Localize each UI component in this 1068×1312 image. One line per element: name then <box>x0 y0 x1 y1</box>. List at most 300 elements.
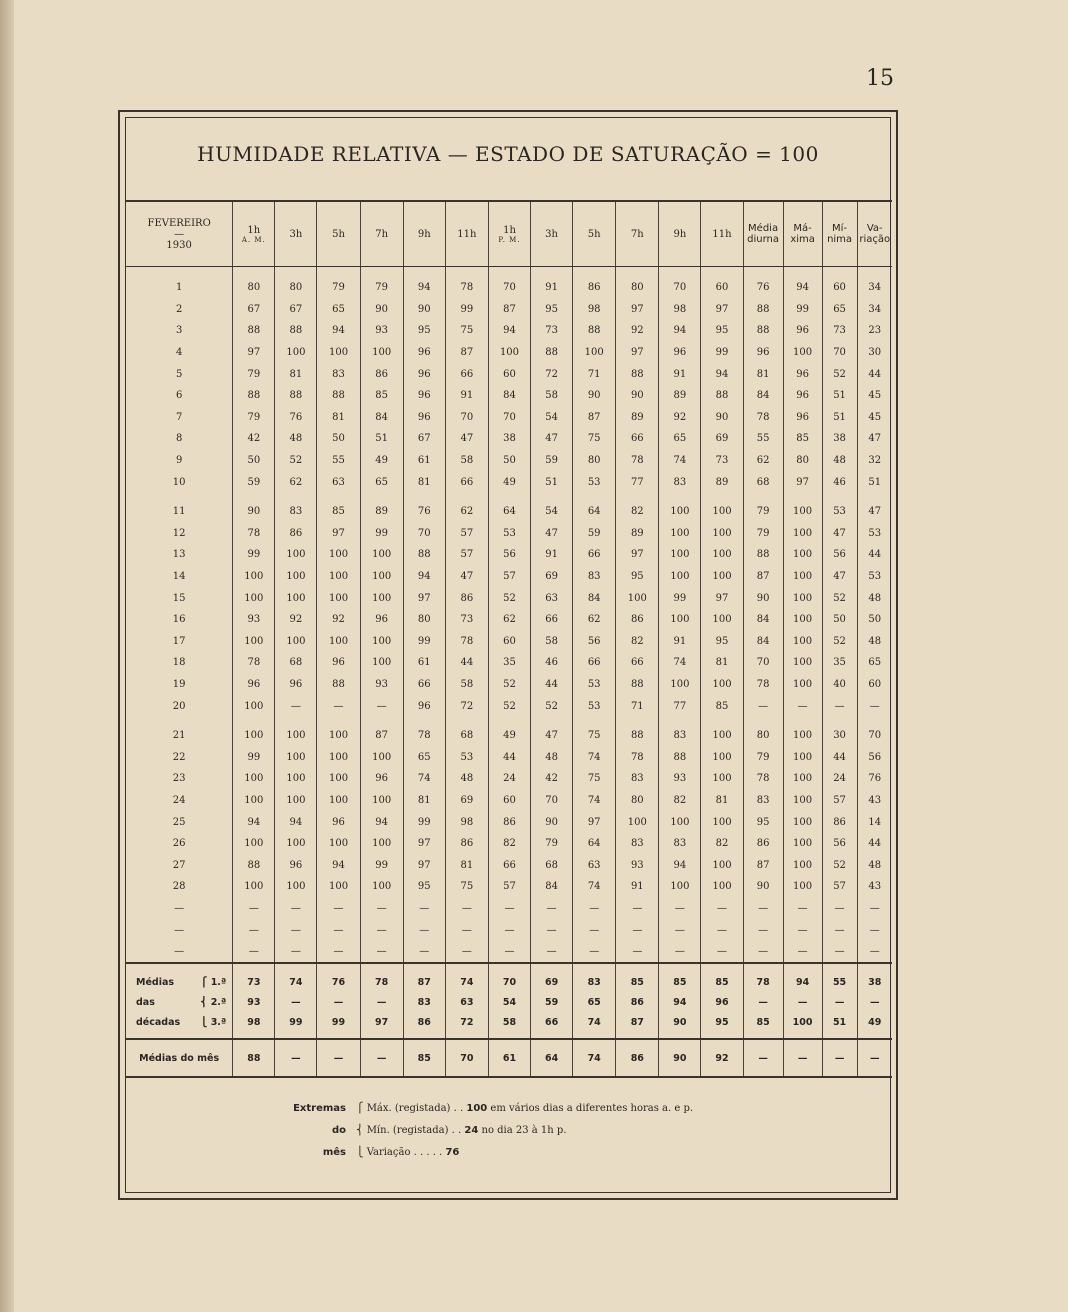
table-cell: 57 <box>488 566 530 588</box>
table-cell: 50 <box>317 428 360 450</box>
table-cell: 57 <box>488 876 530 898</box>
table-cell: — <box>783 898 822 920</box>
day-number: 6 <box>175 390 183 402</box>
table-cell: 49 <box>488 717 530 747</box>
table-cell: 96 <box>403 385 445 407</box>
table-cell: 97 <box>573 811 616 833</box>
day-number: 26 <box>172 838 186 850</box>
extremes-name: Máx. (registada) . . <box>366 1103 467 1114</box>
table-cell: 88 <box>573 320 616 342</box>
table-cell: 97 <box>403 854 445 876</box>
table-cell: 57 <box>822 790 857 812</box>
table-cell: 50 <box>488 450 530 472</box>
table-cell: 86 <box>445 587 488 609</box>
table-row <box>126 566 892 588</box>
table-cell: 100 <box>701 746 743 768</box>
table-cell: 84 <box>360 407 403 429</box>
table-cell: 100 <box>659 544 701 566</box>
table-cell: — <box>360 695 403 717</box>
table-cell: 73 <box>445 609 488 631</box>
table-cell: 75 <box>445 876 488 898</box>
extremes-row <box>356 1147 459 1158</box>
table-cell: 90 <box>701 407 743 429</box>
month-average-row <box>126 1039 892 1077</box>
table-cell: 70 <box>857 717 892 747</box>
table-cell: 100 <box>317 631 360 653</box>
table-cell: 57 <box>822 876 857 898</box>
table-cell: 90 <box>743 876 783 898</box>
table-cell: 81 <box>445 854 488 876</box>
table-cell: 58 <box>445 674 488 696</box>
average-cell: 87 <box>616 1012 659 1039</box>
table-cell: 96 <box>317 811 360 833</box>
table-cell: 100 <box>360 544 403 566</box>
table-cell: 98 <box>573 299 616 321</box>
table-cell: 75 <box>573 768 616 790</box>
table-cell: 48 <box>275 428 317 450</box>
table-cell: — <box>857 695 892 717</box>
table-row <box>126 768 892 790</box>
table-row <box>126 746 892 768</box>
table-cell: 70 <box>403 523 445 545</box>
table-cell: 93 <box>616 854 659 876</box>
table-cell: 52 <box>275 450 317 472</box>
table-cell: 94 <box>403 267 445 299</box>
hour-header <box>403 201 445 267</box>
table-cell: 100 <box>659 609 701 631</box>
table-cell: 48 <box>857 854 892 876</box>
table-cell: 100 <box>701 674 743 696</box>
table-cell: 100 <box>783 652 822 674</box>
media-diurna-header-line: Média <box>748 223 779 234</box>
table-cell: 51 <box>822 385 857 407</box>
extremes-value: 24 <box>464 1125 479 1136</box>
table-cell: 48 <box>531 746 573 768</box>
hour-label: 11h <box>712 228 732 240</box>
table-cell: 44 <box>857 363 892 385</box>
table-cell: 65 <box>857 652 892 674</box>
table-cell: — <box>822 919 857 941</box>
table-cell: 82 <box>701 833 743 855</box>
table-cell: 44 <box>488 746 530 768</box>
table-cell: 82 <box>616 631 659 653</box>
table-cell: 78 <box>445 267 488 299</box>
table-cell: 100 <box>360 342 403 364</box>
table-cell: 61 <box>403 450 445 472</box>
day-number: 21 <box>172 730 186 742</box>
decade-ordinal: ⎨ 2.ª <box>200 996 227 1008</box>
table-cell: 86 <box>743 833 783 855</box>
table-cell: 85 <box>360 385 403 407</box>
table-cell: — <box>403 898 445 920</box>
average-cell: 73 <box>233 963 275 992</box>
table-cell: 75 <box>573 717 616 747</box>
table-cell: 66 <box>573 652 616 674</box>
average-label-wrap <box>126 997 232 1008</box>
table-cell: 83 <box>743 790 783 812</box>
day-number: 22 <box>172 751 186 763</box>
table-cell: — <box>743 898 783 920</box>
table-cell: 73 <box>701 450 743 472</box>
table-cell: 100 <box>360 631 403 653</box>
table-cell: 53 <box>488 523 530 545</box>
table-row <box>126 299 892 321</box>
average-cell: 90 <box>659 1012 701 1039</box>
table-cell: — <box>822 941 857 964</box>
hour-header <box>275 201 317 267</box>
minima-header-line: Mí- <box>832 223 848 234</box>
table-cell: 83 <box>659 471 701 493</box>
table-row <box>126 407 892 429</box>
table-cell: 90 <box>573 385 616 407</box>
average-cell: 65 <box>573 992 616 1012</box>
month-average-cell: 88 <box>233 1039 275 1077</box>
extremes-row <box>356 1125 567 1136</box>
table-cell: — <box>445 919 488 941</box>
table-inner-frame <box>125 117 891 1193</box>
table-cell: 100 <box>275 833 317 855</box>
table-cell: 97 <box>403 587 445 609</box>
table-cell: 100 <box>275 544 317 566</box>
average-cell: — <box>275 992 317 1012</box>
table-cell: — <box>616 898 659 920</box>
average-cell: 49 <box>857 1012 892 1039</box>
table-cell: 90 <box>616 385 659 407</box>
table-cell: 68 <box>275 652 317 674</box>
average-cell: 72 <box>445 1012 488 1039</box>
table-cell: 83 <box>275 493 317 523</box>
average-cell: — <box>822 992 857 1012</box>
table-cell: 100 <box>783 631 822 653</box>
table-cell: — <box>488 919 530 941</box>
table-cell: 58 <box>445 450 488 472</box>
table-cell: — <box>822 695 857 717</box>
average-cell: 98 <box>233 1012 275 1039</box>
table-cell: 81 <box>743 363 783 385</box>
hour-header <box>488 201 530 267</box>
table-cell: 66 <box>616 652 659 674</box>
table-cell: 88 <box>616 717 659 747</box>
table-cell: 43 <box>857 876 892 898</box>
table-cell: 100 <box>233 768 275 790</box>
table-cell: 87 <box>445 342 488 364</box>
table-cell: 85 <box>317 493 360 523</box>
table-row <box>126 790 892 812</box>
table-cell: 95 <box>701 631 743 653</box>
month-average-cell: — <box>857 1039 892 1077</box>
table-cell: 48 <box>445 768 488 790</box>
table-cell: 100 <box>659 876 701 898</box>
table-cell: 99 <box>360 854 403 876</box>
table-cell: 88 <box>531 342 573 364</box>
table-cell: 100 <box>701 523 743 545</box>
table-cell: — <box>659 919 701 941</box>
table-cell: 64 <box>488 493 530 523</box>
table-cell: — <box>783 919 822 941</box>
table-cell: 80 <box>573 450 616 472</box>
table-cell: 76 <box>275 407 317 429</box>
table-cell: 59 <box>531 450 573 472</box>
table-cell: 100 <box>783 833 822 855</box>
table-cell: 82 <box>488 833 530 855</box>
table-cell: 67 <box>275 299 317 321</box>
table-cell: 99 <box>403 631 445 653</box>
table-cell: 76 <box>743 267 783 299</box>
table-cell: 69 <box>701 428 743 450</box>
table-cell: 54 <box>531 493 573 523</box>
media-diurna-header-line: diurna <box>747 234 780 245</box>
table-cell: 96 <box>317 652 360 674</box>
day-number: 15 <box>172 592 186 604</box>
table-cell: 78 <box>233 523 275 545</box>
table-cell: 80 <box>783 450 822 472</box>
day-number: — <box>174 902 185 914</box>
average-cell: 74 <box>445 963 488 992</box>
table-cell: 100 <box>701 493 743 523</box>
table-cell: 81 <box>403 790 445 812</box>
table-cell: — <box>233 898 275 920</box>
table-cell: 100 <box>233 717 275 747</box>
table-cell: 52 <box>822 631 857 653</box>
table-cell: 100 <box>659 493 701 523</box>
table-cell: 90 <box>531 811 573 833</box>
table-cell: 55 <box>743 428 783 450</box>
average-label-word: décadas <box>136 1016 181 1028</box>
table-cell: 63 <box>531 587 573 609</box>
table-cell: 62 <box>573 609 616 631</box>
table-cell: 79 <box>360 267 403 299</box>
average-cell: 99 <box>317 1012 360 1039</box>
hour-header <box>531 201 573 267</box>
table-cell: 51 <box>857 471 892 493</box>
table-cell: 96 <box>403 695 445 717</box>
table-cell: 83 <box>573 566 616 588</box>
table-cell: 83 <box>317 363 360 385</box>
table-cell: 50 <box>233 450 275 472</box>
table-cell: 52 <box>488 587 530 609</box>
month-average-cell: 86 <box>616 1039 659 1077</box>
table-cell: 84 <box>573 587 616 609</box>
table-cell: 100 <box>783 342 822 364</box>
table-cell: 53 <box>857 566 892 588</box>
table-cell: 100 <box>233 631 275 653</box>
table-cell: 100 <box>783 854 822 876</box>
table-cell: — <box>317 695 360 717</box>
page-number: 15 <box>866 66 894 91</box>
table-cell: 56 <box>822 833 857 855</box>
table-cell: 74 <box>659 652 701 674</box>
table-cell: 44 <box>857 544 892 566</box>
average-cell: 96 <box>701 992 743 1012</box>
table-cell: — <box>317 941 360 964</box>
table-cell: 97 <box>317 523 360 545</box>
table-cell: 94 <box>233 811 275 833</box>
table-cell: 96 <box>403 342 445 364</box>
day-number: 10 <box>172 476 186 488</box>
maxima-header-line: xima <box>790 234 815 245</box>
table-cell: 74 <box>573 876 616 898</box>
table-cell: 95 <box>743 811 783 833</box>
table-cell: 44 <box>445 652 488 674</box>
table-cell: 96 <box>403 363 445 385</box>
decade-averages <box>126 963 892 1039</box>
table-cell: 99 <box>360 523 403 545</box>
average-cell: 93 <box>233 992 275 1012</box>
hour-header <box>616 201 659 267</box>
month-average-cell: 61 <box>488 1039 530 1077</box>
table-cell: 50 <box>822 609 857 631</box>
table-cell: 47 <box>445 428 488 450</box>
table-cell: 100 <box>659 811 701 833</box>
table-cell: — <box>659 941 701 964</box>
table-cell: 70 <box>531 790 573 812</box>
table-cell: 100 <box>360 876 403 898</box>
table-cell: 48 <box>822 450 857 472</box>
month-average-cell: — <box>783 1039 822 1077</box>
table-cell: 87 <box>573 407 616 429</box>
hour-header <box>445 201 488 267</box>
table-cell: 24 <box>822 768 857 790</box>
average-label <box>126 992 233 1012</box>
table-cell: — <box>360 919 403 941</box>
extremes-name: Mín. (registada) . . <box>366 1125 465 1136</box>
average-cell: 83 <box>403 992 445 1012</box>
table-cell: 93 <box>360 674 403 696</box>
table-row <box>126 363 892 385</box>
hour-header <box>233 201 275 267</box>
day-number: 17 <box>172 635 186 647</box>
table-cell: 100 <box>701 717 743 747</box>
day-number: 24 <box>172 794 186 806</box>
table-cell: 99 <box>233 746 275 768</box>
table-cell: — <box>573 941 616 964</box>
average-cell: 85 <box>743 1012 783 1039</box>
table-cell: 94 <box>488 320 530 342</box>
table-cell: 68 <box>531 854 573 876</box>
table-cell: 96 <box>275 674 317 696</box>
day-number: 23 <box>172 773 186 785</box>
table-cell: 99 <box>445 299 488 321</box>
table-cell: 53 <box>573 695 616 717</box>
table-cell: 100 <box>659 566 701 588</box>
table-cell: 52 <box>488 674 530 696</box>
table-cell: 100 <box>317 746 360 768</box>
table-cell: 70 <box>488 267 530 299</box>
table-cell: 69 <box>445 790 488 812</box>
table-cell: 38 <box>822 428 857 450</box>
hour-header <box>573 201 616 267</box>
table-row <box>126 833 892 855</box>
table-cell: — <box>701 898 743 920</box>
average-cell: 97 <box>360 1012 403 1039</box>
hour-label: 11h <box>457 228 477 240</box>
table-cell: 96 <box>783 363 822 385</box>
table-cell: 88 <box>616 363 659 385</box>
table-cell: 88 <box>616 674 659 696</box>
table-cell: 80 <box>403 609 445 631</box>
table-cell: 100 <box>233 566 275 588</box>
table-cell: 74 <box>403 768 445 790</box>
table-cell: 96 <box>233 674 275 696</box>
table-cell: 97 <box>233 342 275 364</box>
table-cell: 96 <box>783 385 822 407</box>
table-cell: 89 <box>616 407 659 429</box>
table-cell: 100 <box>783 811 822 833</box>
table-cell: 74 <box>659 450 701 472</box>
table-cell: — <box>403 919 445 941</box>
table-cell: 91 <box>659 363 701 385</box>
table-cell: 55 <box>317 450 360 472</box>
table-cell: 90 <box>403 299 445 321</box>
table-cell: 100 <box>616 587 659 609</box>
table-cell: 64 <box>573 833 616 855</box>
table-cell: 81 <box>403 471 445 493</box>
table-cell: 44 <box>822 746 857 768</box>
daily-values <box>126 267 892 964</box>
table-cell: — <box>233 941 275 964</box>
table-row <box>126 544 892 566</box>
extremes-value: 100 <box>466 1103 488 1114</box>
table-cell: 57 <box>445 523 488 545</box>
hour-label: 3h <box>289 228 303 240</box>
table-cell: 88 <box>701 385 743 407</box>
day-number: 7 <box>175 411 183 423</box>
table-cell: 96 <box>360 768 403 790</box>
table-cell: 99 <box>783 299 822 321</box>
table-cell: 91 <box>531 544 573 566</box>
table-cell: 58 <box>531 631 573 653</box>
average-cell: — <box>317 992 360 1012</box>
table-cell: 100 <box>275 717 317 747</box>
table-cell: 48 <box>857 631 892 653</box>
table-row <box>126 898 892 920</box>
extremes-brace: ⎨ <box>356 1125 367 1136</box>
table-cell: 88 <box>317 674 360 696</box>
table-cell: 80 <box>616 790 659 812</box>
average-cell: — <box>360 992 403 1012</box>
hour-period: P. M. <box>498 235 521 244</box>
month-average-cell: 74 <box>573 1039 616 1077</box>
table-cell: 60 <box>822 267 857 299</box>
table-cell: 100 <box>317 717 360 747</box>
table-cell: 78 <box>743 407 783 429</box>
table-cell: 100 <box>360 566 403 588</box>
table-cell: — <box>445 898 488 920</box>
table-row <box>126 674 892 696</box>
decade-ordinal: ⎧ 1.ª <box>200 976 227 988</box>
table-row <box>126 385 892 407</box>
hour-label: 1h <box>247 224 261 236</box>
table-cell: 100 <box>488 342 530 364</box>
hour-period: A. M. <box>241 235 266 244</box>
table-cell: 47 <box>822 566 857 588</box>
extremes-text: no dia 23 à 1h p. <box>478 1125 567 1136</box>
table-cell: 35 <box>488 652 530 674</box>
table-cell: 99 <box>659 587 701 609</box>
table-cell: 94 <box>701 363 743 385</box>
hour-label: 7h <box>375 228 389 240</box>
average-label-wrap <box>126 1017 232 1028</box>
table-cell: — <box>616 919 659 941</box>
table-cell: 47 <box>822 523 857 545</box>
table-cell: 47 <box>857 493 892 523</box>
table-frame <box>118 110 898 1200</box>
day-number: 2 <box>175 303 183 315</box>
table-cell: 40 <box>822 674 857 696</box>
table-cell: 75 <box>573 428 616 450</box>
table-cell: 78 <box>445 631 488 653</box>
table-cell: 100 <box>659 523 701 545</box>
